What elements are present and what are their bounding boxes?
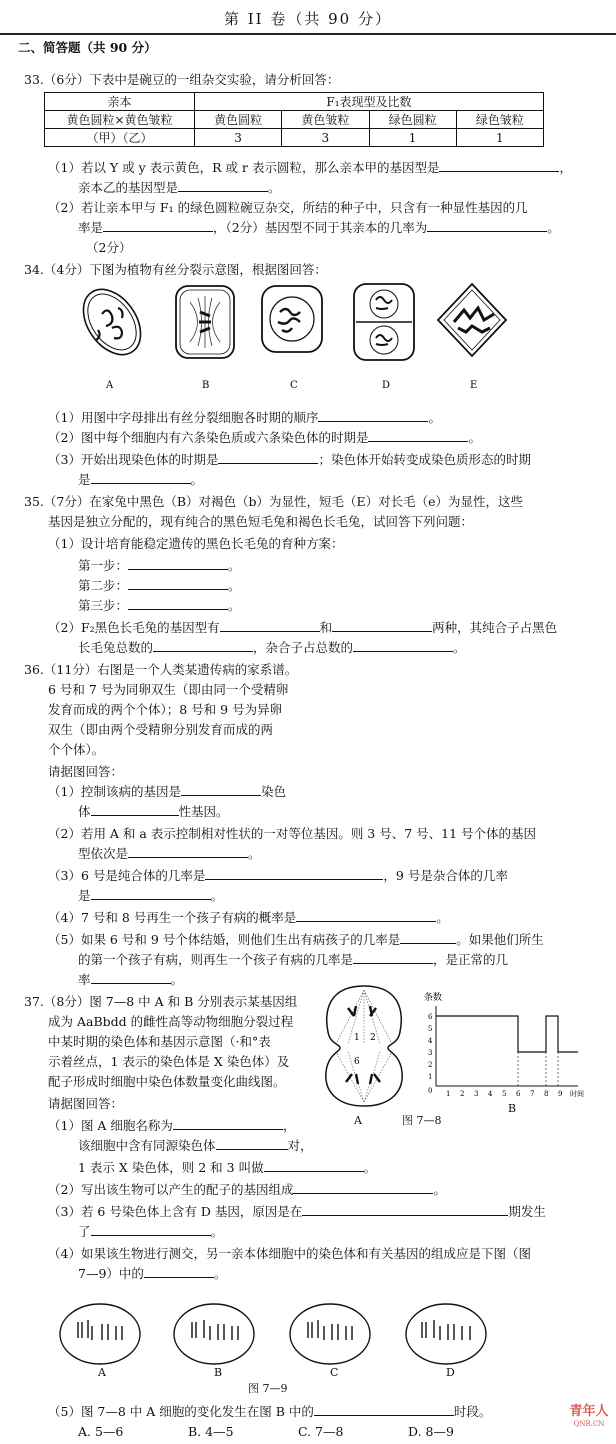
q33-p2: （2）若让亲本甲与 F₁ 的绿色圆粒碗豆杂交，所结的种子中，只含有一种显性基因的几	[48, 200, 528, 215]
choice-a[interactable]: A. 5—6	[78, 1424, 124, 1439]
cell-label-a: A	[106, 380, 114, 391]
cell-label-d: D	[382, 380, 391, 391]
answer-blank[interactable]	[178, 180, 268, 192]
q36-p1c: 体 性基因。	[78, 804, 229, 819]
answer-blank[interactable]	[216, 1138, 288, 1150]
q33-stem: 33.（6分）下表中是碗豆的一组杂交实验，请分析回答：	[24, 72, 340, 87]
fig79-cells	[56, 1296, 502, 1380]
q37-p1d: 1 表示 X 染色体，则 2 和 3 叫做 。	[78, 1160, 377, 1175]
q36-prompt: 请据图回答：	[48, 764, 124, 779]
q34-stem: 34.（4分）下图为植物有丝分裂示意图，根据图回答：	[24, 262, 327, 277]
answer-blank[interactable]	[91, 888, 211, 900]
table-col-4: 绿色皱粒	[456, 111, 543, 129]
svg-text:9: 9	[558, 1090, 563, 1098]
answer-blank[interactable]	[128, 558, 228, 570]
answer-blank[interactable]	[400, 932, 456, 944]
table-val-3: 1	[369, 129, 456, 147]
q35-step2: 第二步： 。	[78, 578, 241, 593]
answer-blank[interactable]	[353, 640, 453, 652]
table-val-1: 3	[195, 129, 282, 147]
q37-choices	[78, 1424, 488, 1440]
q36-p4: （4）7 号和 8 号再生一个孩子有病的概率是 。	[48, 910, 449, 925]
fig79-caption: 图 7—9	[248, 1382, 288, 1395]
q37-prompt: 请据图回答：	[48, 1096, 124, 1111]
q37-stem5: 配子形成时细胞中染色体数量变化曲线图。	[48, 1074, 286, 1089]
answer-blank[interactable]	[318, 410, 428, 422]
q37-p3: （3）若 6 号染色体上含有 D 基因，原因是在 期发生	[48, 1204, 546, 1219]
q36-p5c: 的第一个孩子有病，则再生一个孩子有病的几率是 ，是正常的几	[78, 952, 509, 967]
fig78-caption: 图 7—8	[402, 1114, 442, 1127]
q36-stem1: 36.（11分）右图是一个人类某遗传病的家系谱。	[24, 662, 298, 677]
q36-p3c: 是 。	[78, 888, 224, 903]
q35-p1: （1）设计培育能稳定遗传的黑色长毛兔的育种方案：	[48, 536, 344, 551]
q35-stem2: 基因是独立分配的，现有纯合的黑色短毛兔和褐色长毛兔，试回答下列问题：	[48, 514, 474, 529]
answer-blank[interactable]	[314, 1404, 454, 1416]
answer-blank[interactable]	[153, 640, 253, 652]
svg-text:7: 7	[530, 1090, 535, 1098]
table-header-f1: F₁表现型及比数	[195, 93, 544, 111]
cell-c	[262, 286, 322, 352]
answer-blank[interactable]	[205, 868, 383, 880]
q36-p5: （5）如果 6 号和 9 号个体结婚，则他们生出有病孩子的几率是 。如果他们所生	[48, 932, 544, 947]
svg-text:3: 3	[474, 1090, 479, 1098]
answer-blank[interactable]	[296, 910, 436, 922]
svg-text:5: 5	[502, 1090, 507, 1098]
q36-p5e: 率 。	[78, 972, 184, 987]
cell-b	[176, 286, 234, 358]
watermark-logo: 青年人 QNR.CN	[569, 1404, 609, 1428]
q37-stem2: 成为 AaBbdd 的雌性高等动物细胞分裂过程	[48, 1014, 294, 1029]
q36-p1: （1）控制该病的基因是 染色	[48, 784, 286, 799]
answer-blank[interactable]	[368, 430, 468, 442]
svg-text:8: 8	[544, 1090, 549, 1098]
q34-p3c: 是 。	[78, 472, 204, 487]
mitosis-figure	[78, 278, 518, 398]
answer-blank[interactable]	[91, 472, 191, 484]
answer-blank[interactable]	[103, 220, 213, 232]
q33-p2d: （2分）	[86, 240, 132, 255]
q34-p3: （3）开始出现染色体的时期是 ；染色体开始转变成染色质形态的时期	[48, 452, 531, 467]
svg-text:1: 1	[354, 1033, 360, 1043]
svg-text:3: 3	[428, 1049, 433, 1057]
cell-d	[354, 284, 414, 360]
fig79-label-c: C	[330, 1366, 339, 1379]
table-parent-sub: （甲）（乙）	[45, 129, 195, 147]
answer-blank[interactable]	[128, 598, 228, 610]
svg-text:时间: 时间	[570, 1090, 584, 1098]
q37-p1b: 该细胞中含有同源染色体 对，	[78, 1138, 313, 1153]
svg-text:1: 1	[428, 1073, 433, 1081]
q36-stem2: 6 号和 7 号为同卵双生（即由同一个受精卵	[48, 682, 289, 697]
q37-p2: （2）写出该生物可以产生的配子的基因组成 。	[48, 1182, 446, 1197]
fig79-label-a: A	[98, 1366, 106, 1379]
page-title: 第 II 卷（共 90 分）	[223, 10, 392, 28]
fig79-label-d: D	[446, 1366, 455, 1379]
answer-blank[interactable]	[91, 804, 179, 816]
q33-p1b: 亲本乙的基因型是 。	[78, 180, 281, 195]
answer-blank[interactable]	[218, 452, 318, 464]
fig79-cell-c	[290, 1304, 370, 1364]
table-header-parent: 亲本	[45, 93, 195, 111]
svg-text:6: 6	[428, 1013, 433, 1021]
answer-blank[interactable]	[264, 1160, 364, 1172]
svg-text:4: 4	[428, 1037, 433, 1045]
choice-d[interactable]: D. 8—9	[408, 1424, 454, 1439]
q37-stem3: 中某时期的染色体和基因示意图（·和°表	[48, 1034, 271, 1049]
choice-c[interactable]: C. 7—8	[298, 1424, 344, 1439]
svg-text:0: 0	[428, 1087, 433, 1095]
q36-stem3: 发育而成的两个个体）；8 号和 9 号为异卵	[48, 702, 283, 717]
table-val-2: 3	[282, 129, 369, 147]
cell-label-c: C	[290, 380, 298, 391]
q33-p1: （1）若以 Y 或 y 表示黄色，R 或 r 表示圆粒，那么亲本甲的基因型是 ，	[48, 160, 572, 175]
section-heading: 二、简答题（共 90 分）	[18, 40, 157, 55]
q37-stem4: 示着丝点，1 表示的染色体是 X 染色体）及	[48, 1054, 290, 1069]
q37-p4: （4）如果该生物进行测交，另一亲本体细胞中的染色体和有关基因的组成应是下图（图	[48, 1246, 531, 1261]
fig78-label-a: A	[354, 1114, 362, 1127]
q35-step1: 第一步： 。	[78, 558, 241, 573]
answer-blank[interactable]	[128, 846, 248, 858]
svg-text:5: 5	[428, 1025, 433, 1033]
choice-b[interactable]: B. 4—5	[188, 1424, 234, 1439]
answer-blank[interactable]	[353, 952, 433, 964]
fig79-cell-d	[406, 1304, 486, 1364]
q37-p3c: 了 。	[78, 1224, 224, 1239]
q36-stem4: 双生（即由两个受精卵分别发育而成的两	[48, 722, 274, 737]
svg-text:4: 4	[488, 1090, 493, 1098]
answer-blank[interactable]	[128, 578, 228, 590]
cell-a	[78, 279, 152, 366]
answer-blank[interactable]	[173, 1118, 283, 1130]
svg-text:6: 6	[354, 1057, 360, 1067]
q36-stem5: 个个体）。	[48, 742, 105, 757]
q37-p5: （5）图 7—8 中 A 细胞的变化发生在图 B 中的 时段。	[48, 1404, 492, 1419]
table-col-2: 黄色皱粒	[282, 111, 369, 129]
q35-stem1: 35.（7分）在家兔中黑色（B）对褐色（b）为显性，短毛（E）对长毛（e）为显性，这些	[24, 494, 524, 509]
cell-label-e: E	[470, 380, 478, 391]
q37-p4b: 7—9）中的 。	[78, 1266, 227, 1281]
q35-p2: （2）F₂黑色长毛兔的基因型有 和 两种，其纯合子占黑色	[48, 620, 558, 635]
fig78-cell-a	[318, 982, 410, 1112]
fig78-graph-b	[418, 990, 604, 1102]
fig79-label-b: B	[214, 1366, 223, 1379]
svg-text:2: 2	[428, 1061, 433, 1069]
cell-label-b: B	[202, 380, 210, 391]
answer-blank[interactable]	[91, 972, 171, 984]
fig79-cell-a	[60, 1304, 140, 1364]
table-parent-value: 黄色圆粒×黄色皱粒	[45, 111, 195, 129]
q34-p1: （1）用图中字母排出有丝分裂细胞各时期的顺序 。	[48, 410, 441, 425]
q37-p1: （1）图 A 细胞名称为 ，	[48, 1118, 296, 1133]
table-val-4: 1	[456, 129, 543, 147]
answer-blank[interactable]	[144, 1266, 214, 1278]
table-col-1: 黄色圆粒	[195, 111, 282, 129]
svg-text:6: 6	[516, 1090, 521, 1098]
svg-text:1: 1	[446, 1090, 451, 1098]
answer-blank[interactable]	[91, 1224, 211, 1236]
q35-p2d: 长毛兔总数的 ，杂合子占总数的 。	[78, 640, 466, 655]
svg-text:2: 2	[460, 1090, 465, 1098]
cross-table	[44, 92, 544, 147]
cell-e	[438, 284, 506, 356]
q35-step3: 第三步： 。	[78, 598, 241, 613]
answer-blank[interactable]	[293, 1182, 433, 1194]
graph-ylabel: 条数	[424, 993, 443, 1003]
table-col-3: 绿色圆粒	[369, 111, 456, 129]
answer-blank[interactable]	[332, 620, 432, 632]
q36-p3: （3）6 号是纯合体的几率是 ，9 号是杂合体的几率	[48, 868, 508, 883]
q34-p2: （2）图中每个细胞内有六条染色质或六条染色体的时期是 。	[48, 430, 481, 445]
answer-blank[interactable]	[427, 220, 547, 232]
q37-stem1: 37.（8分）图 7—8 中 A 和 B 分别表示某基因组	[24, 994, 298, 1009]
q36-p2: （2）若用 A 和 a 表示控制相对性状的一对等位基因。则 3 号、7 号、11 号个体的基因	[48, 826, 537, 841]
fig78-label-b: B	[508, 1102, 517, 1115]
title-divider	[0, 33, 616, 35]
answer-blank[interactable]	[220, 620, 320, 632]
answer-blank[interactable]	[302, 1204, 508, 1216]
answer-blank[interactable]	[439, 160, 559, 172]
fig79-cell-b	[174, 1304, 254, 1364]
svg-text:2: 2	[370, 1033, 376, 1043]
q33-p2b: 率是 ，（2分）基因型不同于其亲本的几率为 。	[78, 220, 560, 235]
answer-blank[interactable]	[181, 784, 261, 796]
q36-p2b: 型依次是 。	[78, 846, 261, 861]
